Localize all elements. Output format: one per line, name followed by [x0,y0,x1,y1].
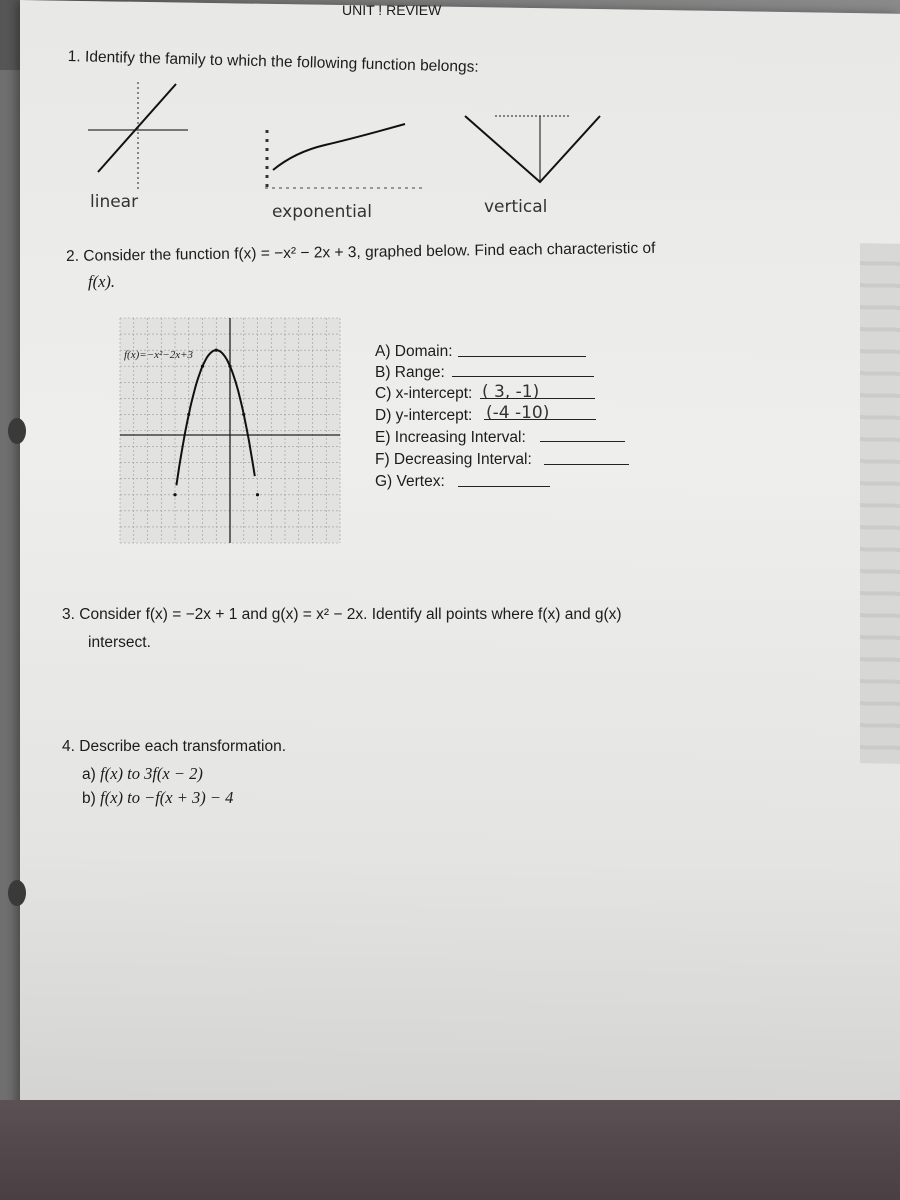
linear-line [98,84,176,172]
q1-answer-3: vertical [484,197,548,217]
q3-number: 3. [62,606,75,623]
data-point [215,349,218,352]
q4-text: Describe each transformation. [79,738,287,755]
abs-curve [465,116,600,182]
q4-part-b-label: b) [82,790,96,807]
q2-item-f-blank [544,464,629,465]
q2-graph [120,318,340,543]
graph-function-label: f(x)=−x²−2x+3 [124,349,194,361]
q4-part-a-text: f(x) to 3f(x − 2) [100,764,203,783]
q2-item-c-blank [480,398,595,399]
q3-prompt-line1 [62,606,622,624]
q2-item-a-label: A) Domain: [375,343,453,360]
floor-background [0,1100,900,1200]
q2-item-e-blank [540,441,625,442]
q4-part-a [82,764,203,784]
q2-item-e-label: E) Increasing Interval: [375,429,526,446]
q1-text: Identify the family to which the following function belongs: [84,48,479,76]
q2-item-c-answer: ( 3, -1) [482,382,540,402]
q4-number: 4. [62,738,75,755]
q2-number: 2. [66,247,80,265]
q2-item-a-blank [458,356,586,357]
exp-curve [273,124,405,170]
data-point [228,365,231,368]
q2-text: Consider the function f(x) = −x² − 2x + 3, graphed below. Find each characteristic of [83,239,656,265]
q2-prompt-line2: f(x). [88,272,116,291]
q2-item-d-blank [484,419,596,420]
data-point [173,493,176,496]
q4-part-b-text: f(x) to −f(x + 3) − 4 [100,788,234,807]
q3-prompt-line2: intersect. [88,634,151,651]
q2-item-b-blank [452,376,594,377]
data-point [242,413,245,416]
data-point [256,493,259,496]
q4-part-a-label: a) [82,766,96,783]
q1-answer-1: linear [90,192,139,212]
binder-hole [8,418,26,444]
q2-item-c-label: C) x-intercept: [375,385,473,402]
q1-graph-absolute [460,110,610,190]
q2-item-f-label: F) Decreasing Interval: [375,451,532,468]
q1-graph-linear [78,72,198,202]
q2-item-d-answer: (-4 -10) [486,403,550,423]
page-title: UNIT ! REVIEW [342,2,442,18]
q1-number: 1. [67,48,81,66]
q3-text: Consider f(x) = −2x + 1 and g(x) = x² − 2x. Identify all points where f(x) and g(x) [79,606,622,623]
q4-part-b [82,788,233,808]
q2-item-g-blank [458,486,550,487]
data-point [201,365,204,368]
binder-hole [8,880,26,906]
q1-graph-exponential [255,110,435,200]
page-edge-stack [860,243,900,764]
q1-answer-2: exponential [272,202,372,222]
q2-item-b-label: B) Range: [375,364,445,381]
q2-item-g-label: G) Vertex: [375,473,445,490]
q2-item-d-label: D) y-intercept: [375,407,473,424]
data-point [187,413,190,416]
q4-prompt [62,738,286,756]
